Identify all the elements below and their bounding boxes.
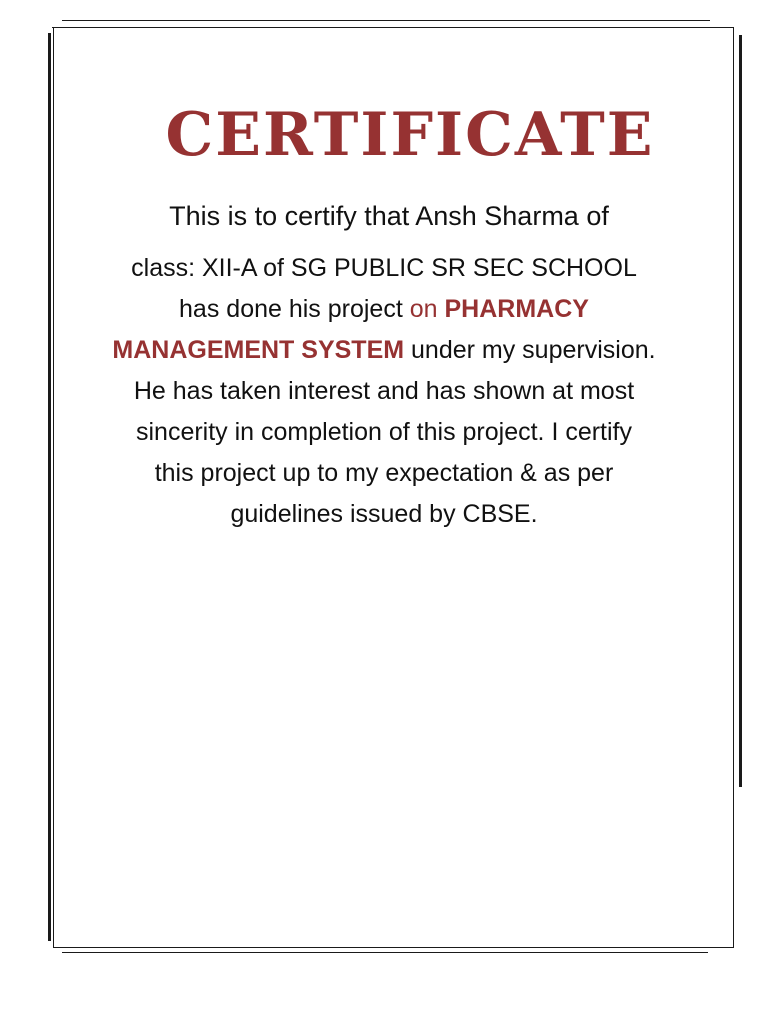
body-line-3-text: has done his project (179, 295, 410, 323)
project-title-part-2: MANAGEMENT SYSTEM (112, 336, 405, 364)
body-line-1: This is to certify that Ansh Sharma of (169, 201, 609, 231)
project-title-part-1: PHARMACY (444, 295, 589, 323)
body-line-4-text: under my supervision. (404, 336, 656, 364)
body-line-7: this project up to my expectation & as per (154, 459, 614, 487)
body-line-5: He has taken interest and has shown at most (133, 377, 635, 405)
certificate-body (60, 196, 708, 535)
body-line-3 (60, 289, 708, 330)
border-bottom-inner (53, 947, 734, 948)
body-line-8: guidelines issued by CBSE. (230, 500, 538, 528)
border-top-inner (52, 27, 734, 28)
body-line-4 (60, 330, 708, 371)
certificate-title: CERTIFICATE (165, 100, 655, 170)
border-top-outer (62, 20, 710, 21)
body-line-3-on: on (409, 295, 445, 323)
body-line-6: sincerity in completion of this project. I certify (135, 418, 633, 446)
body-line-2: class: XII-A of SG PUBLIC SR SEC SCHOOL (131, 254, 637, 282)
border-bottom-outer (62, 952, 708, 953)
